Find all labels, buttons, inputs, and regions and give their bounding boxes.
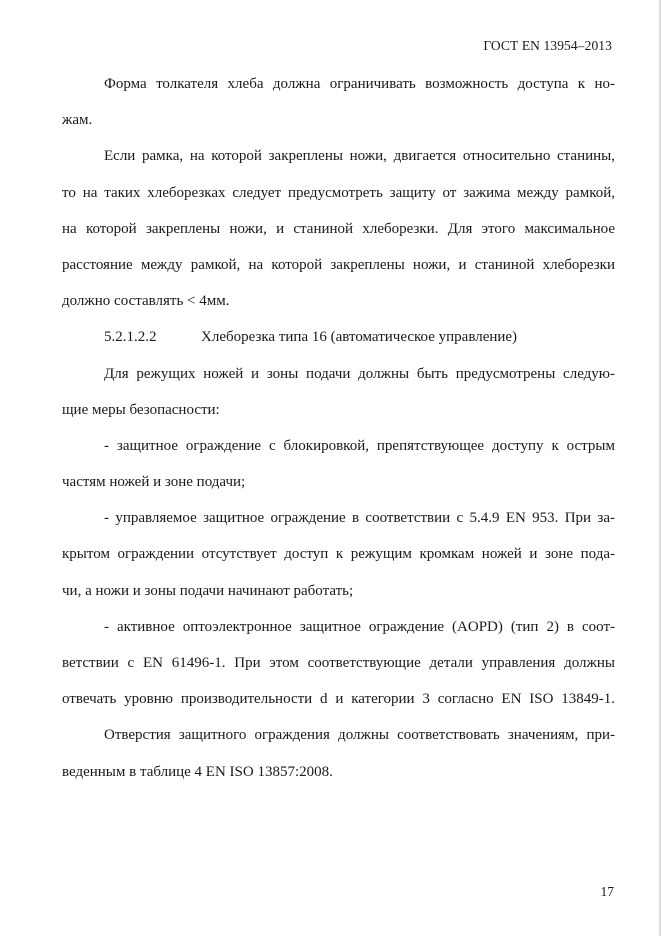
text-line: крытом ограждении отсутствует доступ к режущим кромкам ножей и зоне пода- (62, 546, 615, 563)
section-number: 5.2.1.2.2 (104, 329, 157, 346)
text-line: ветствии с EN 61496-1. При этом соответствующие детали управления должны (62, 655, 615, 671)
text-line: - защитное ограждение с блокировкой, препятствующее доступу к острым (104, 437, 615, 454)
text-line: частям ножей и зоне подачи; (62, 474, 246, 491)
text-line: должно составлять < 4мм. (62, 293, 230, 310)
text-line: на которой закреплены ножи, и станиной хлеборезки. Для этого максимальное (62, 220, 615, 237)
text-line: веденным в таблице 4 EN ISO 13857:2008. (62, 763, 333, 780)
text-line: чи, а ножи и зоны подачи начинают работать; (62, 582, 354, 599)
document-body (62, 66, 615, 790)
standard-designation: ГОСТ EN 13954–2013 (483, 38, 612, 53)
text-line: Форма толкателя хлеба должна ограничивать возможность доступа к но- (104, 76, 615, 92)
text-line: жам. (62, 112, 93, 129)
text-line: - управляемое защитное ограждение в соответствии с 5.4.9 EN 953. При за- (104, 510, 615, 527)
text-line: Отверстия защитного ограждения должны соответствовать значениям, при- (104, 727, 615, 744)
text-line: Если рамка, на которой закреплены ножи, двигается относительно станины, (104, 148, 615, 165)
text-line: Для режущих ножей и зоны подачи должны быть предусмотрены следую- (104, 365, 615, 382)
text-line: - активное оптоэлектронное защитное ограждение (AOPD) (тип 2) в соот- (104, 618, 615, 635)
section-title: Хлеборезка типа 16 (автоматическое управление) (201, 329, 518, 346)
text-line: отвечать уровню производительности d и категории 3 согласно EN ISO 13849-1. (62, 691, 615, 708)
text-line: то на таких хлеборезках следует предусмотреть защиту от зажима между рамкой, (62, 184, 615, 201)
page-number: 17 (600, 884, 614, 899)
section-heading (62, 319, 615, 355)
text-line: щие меры безопасности: (62, 401, 220, 418)
text-line: расстояние между рамкой, на которой закреплены ножи, и станиной хлеборезки (62, 256, 615, 273)
